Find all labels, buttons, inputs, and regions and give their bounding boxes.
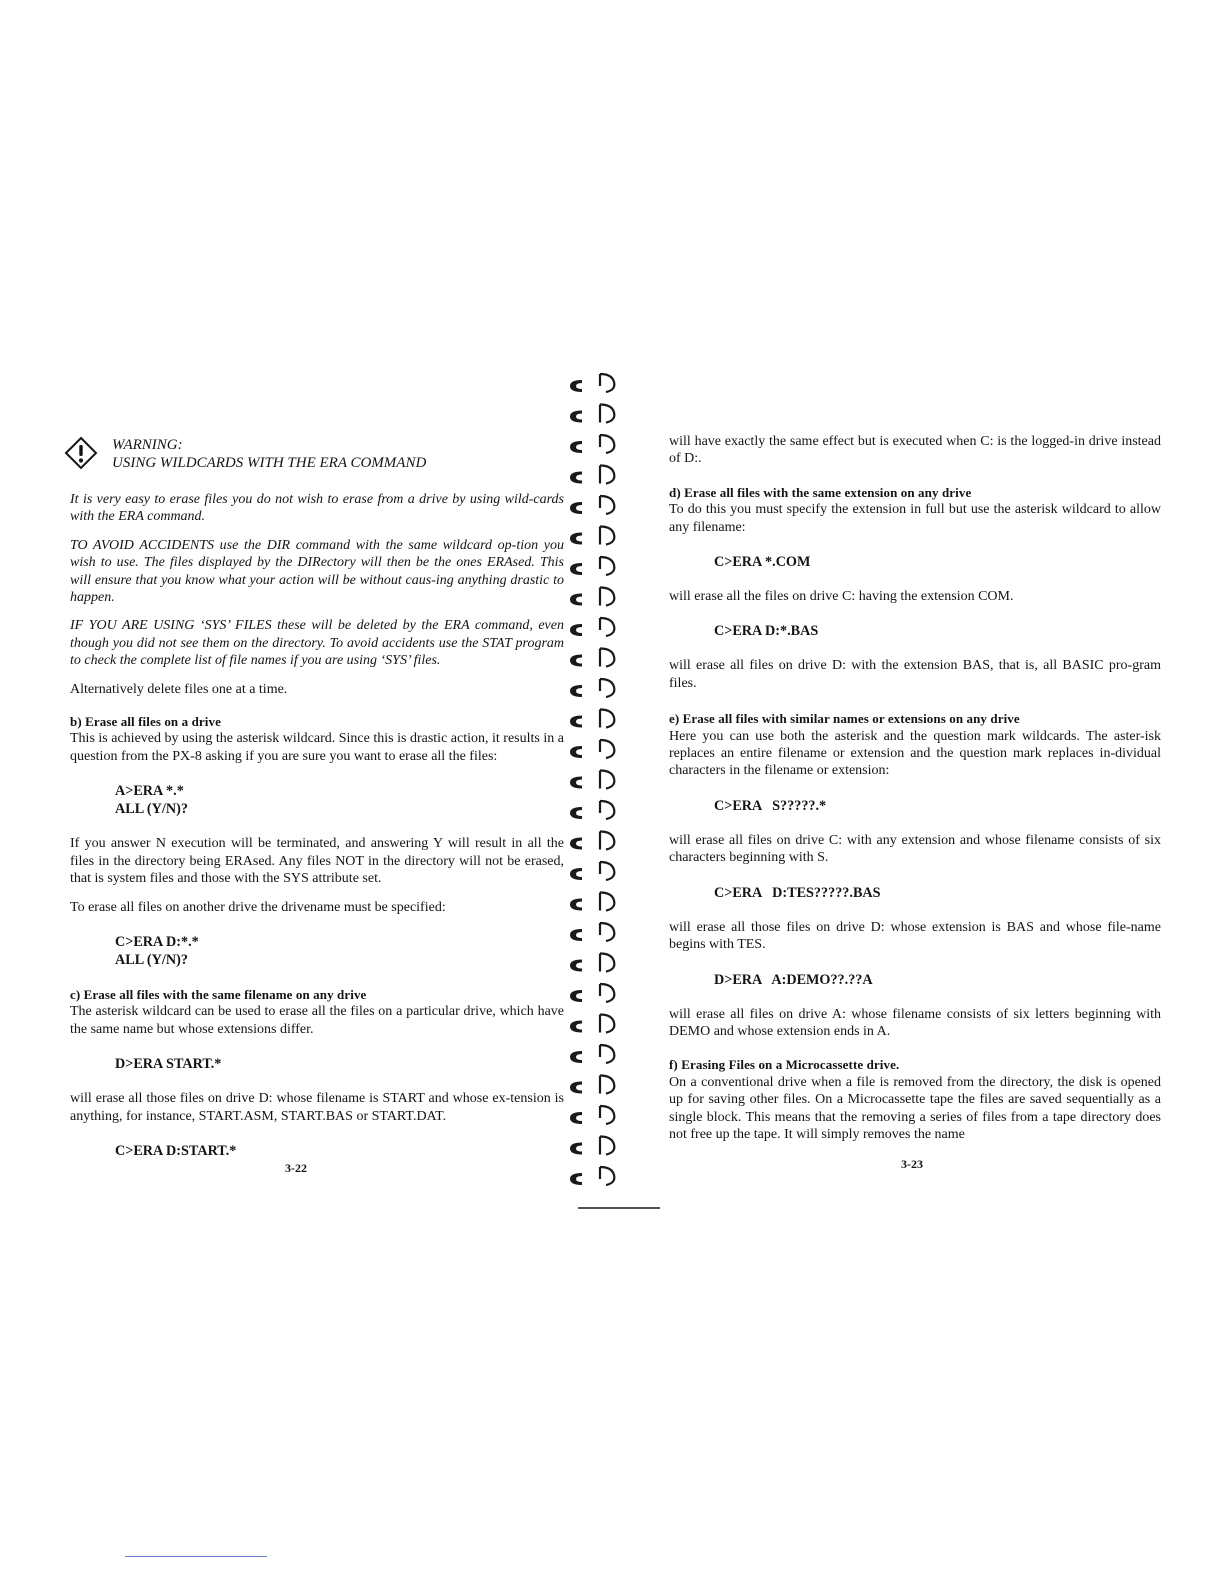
warning-box bbox=[70, 436, 564, 472]
body-paragraph: will have exactly the same effect but is executed when C: is the logged-in drive instead of D:. bbox=[669, 434, 1161, 467]
warning-subtitle: USING WILDCARDS WITH THE ERA COMMAND bbox=[112, 455, 427, 471]
page-number-right: 3-23 bbox=[901, 1157, 923, 1171]
spiral-ring bbox=[570, 1137, 614, 1155]
spiral-ring bbox=[570, 588, 614, 606]
spiral-ring bbox=[570, 710, 614, 728]
body-paragraph: On a conventional drive when a file is removed from the directory, the disk is opened up for saving other files. On a Microcassette tape the files are saved sequentially as a single block. This means that the removing a series of files from a tape directory does not free up the tape. It will simply removes the name bbox=[669, 1074, 1161, 1142]
section-heading-f: f) Erasing Files on a Microcassette drive. bbox=[669, 1057, 900, 1073]
right-page bbox=[669, 433, 1161, 1143]
spiral-ring bbox=[570, 1106, 614, 1124]
command-example bbox=[714, 884, 1161, 902]
spiral-ring bbox=[570, 1015, 614, 1033]
spiral-ring bbox=[570, 374, 614, 392]
command-line: C>ERA D:*.* bbox=[115, 933, 199, 950]
command-example bbox=[115, 782, 564, 818]
section-heading-d: d) Erase all files with the same extension on any drive bbox=[669, 484, 972, 500]
body-paragraph: will erase all files on drive C: with any extension and whose filename consists of six characters beginning with S. bbox=[669, 832, 1161, 866]
spiral-ring bbox=[570, 740, 614, 758]
spiral-ring bbox=[570, 405, 614, 423]
command-line: C>ERA D:START.* bbox=[115, 1142, 237, 1159]
body-paragraph: To do this you must specify the extension in full but use the asterisk wildcard to allow any filename: bbox=[669, 502, 1161, 535]
warning-title: WARNING: bbox=[112, 437, 183, 453]
spiral-ring bbox=[570, 557, 614, 575]
section-heading-c: c) Erase all files with the same filename on any drive bbox=[70, 986, 367, 1002]
command-line: ALL (Y/N)? bbox=[115, 801, 188, 818]
spiral-ring bbox=[570, 923, 614, 941]
command-line: C>ERA D:TES?????.BAS bbox=[714, 884, 881, 901]
spiral-ring bbox=[570, 649, 614, 667]
command-line: C>ERA S?????.* bbox=[714, 797, 827, 814]
command-line: ALL (Y/N)? bbox=[115, 951, 188, 968]
warning-paragraph: TO AVOID ACCIDENTS use the DIR command with the same wildcard op-tion you wish to use. The files displayed by the DIRectory will then be the ones ERAsed. This will ensure that you know what your action will be without caus-ing anything drastic to happen. bbox=[70, 537, 564, 606]
command-example bbox=[115, 1055, 564, 1073]
spiral-ring bbox=[570, 1076, 614, 1094]
command-line: D>ERA A:DEMO??.??A bbox=[714, 971, 873, 988]
body-paragraph: This is achieved by using the asterisk wildcard. Since this is drastic action, it results in a question from the PX-8 asking if you are sure you want to erase all the files: bbox=[70, 731, 564, 764]
spiral-ring bbox=[570, 801, 614, 819]
spiral-binding bbox=[560, 350, 660, 1220]
spiral-ring bbox=[570, 435, 614, 453]
warning-paragraph: IF YOU ARE USING ‘SYS’ FILES these will be deleted by the ERA command, even though you did not see them on the directory. To avoid accidents use the STAT program to check the complete list of file names if you are using ‘SYS’ files. bbox=[70, 618, 564, 669]
command-line: A>ERA *.* bbox=[115, 783, 184, 800]
body-paragraph: To erase all files on another drive the drivename must be specified: bbox=[70, 899, 446, 915]
section-heading-b: b) Erase all files on a drive bbox=[70, 714, 221, 730]
page-number-left: 3-22 bbox=[285, 1161, 307, 1175]
body-paragraph: If you answer N execution will be terminated, and answering Y will result in all the files in the directory being ERAsed. Any files NOT in the directory will not be erased, that is system files and those with the SYS attribute set. bbox=[70, 836, 564, 887]
body-paragraph: Alternatively delete files one at a time. bbox=[70, 681, 288, 697]
command-example bbox=[115, 1142, 564, 1160]
spiral-ring bbox=[570, 893, 614, 911]
spiral-ring bbox=[570, 679, 614, 697]
body-paragraph: will erase all those files on drive D: whose filename is START and whose ex-tension is anything, for instance, START.ASM, START.BAS or START.DAT. bbox=[70, 1091, 564, 1124]
spiral-ring bbox=[570, 496, 614, 514]
spiral-ring bbox=[570, 771, 614, 789]
section-heading-e: e) Erase all files with similar names or extensions on any drive bbox=[669, 711, 1020, 727]
command-example bbox=[714, 622, 1161, 640]
spiral-ring bbox=[570, 954, 614, 972]
spiral-ring bbox=[570, 527, 614, 545]
spiral-ring bbox=[570, 1167, 614, 1185]
spiral-ring bbox=[570, 832, 614, 850]
spiral-ring bbox=[570, 862, 614, 880]
spiral-ring bbox=[570, 1045, 614, 1063]
body-paragraph: will erase all files on drive D: with the extension BAS, that is, all BASIC pro-gram files. bbox=[669, 658, 1161, 691]
body-paragraph: will erase all those files on drive D: whose extension is BAS and whose file-name begins with TES. bbox=[669, 919, 1161, 953]
command-line: C>ERA D:*.BAS bbox=[714, 623, 819, 640]
body-paragraph: will erase all the files on drive C: having the extension COM. bbox=[669, 589, 1014, 605]
body-paragraph: Here you can use both the asterisk and the question mark wildcards. The aster-isk replaces an entire filename or extension and the question mark replaces in-dividual characters in the filename or extension: bbox=[669, 728, 1161, 779]
body-paragraph: The asterisk wildcard can be used to erase all the files on a particular drive, which have the same name but whose extensions differ. bbox=[70, 1004, 564, 1037]
command-example bbox=[714, 553, 1161, 571]
command-line: D>ERA START.* bbox=[115, 1056, 222, 1073]
spiral-ring bbox=[570, 984, 614, 1002]
spiral-ring bbox=[570, 618, 614, 636]
command-example bbox=[714, 797, 1161, 815]
body-paragraph: will erase all files on drive A: whose filename consists of six letters beginning with DEMO and whose extension ends in A. bbox=[669, 1006, 1161, 1039]
command-example bbox=[115, 933, 564, 969]
bottom-rule bbox=[125, 1556, 267, 1557]
command-example bbox=[714, 971, 1161, 989]
command-line: C>ERA *.COM bbox=[714, 554, 811, 571]
warning-icon bbox=[64, 436, 98, 470]
warning-paragraph: It is very easy to erase files you do not wish to erase from a drive by using wild-cards with the ERA command. bbox=[70, 492, 564, 525]
spiral-ring bbox=[570, 466, 614, 484]
left-page bbox=[70, 436, 564, 1177]
